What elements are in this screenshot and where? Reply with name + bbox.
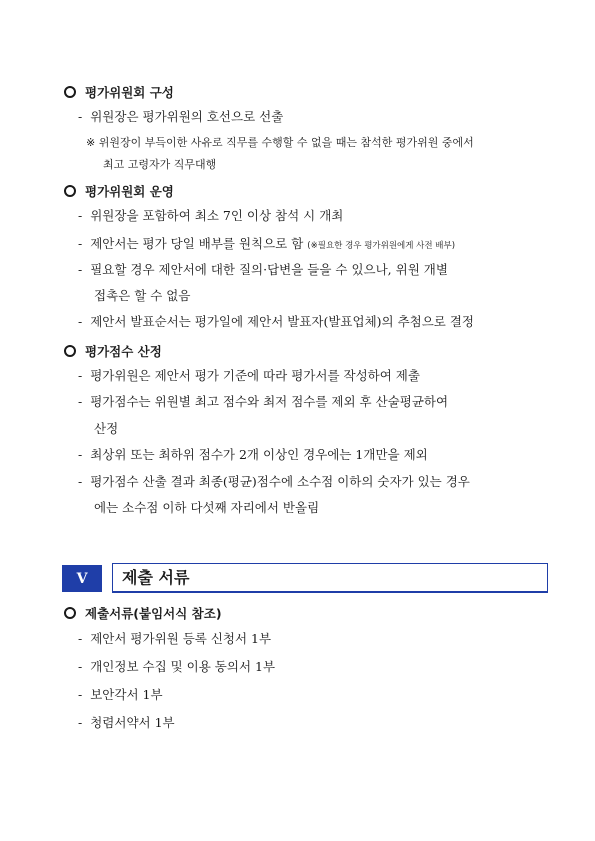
- section-border-right: [547, 563, 548, 593]
- list-item-text: 개인정보 수집 및 이용 동의서 1부: [90, 659, 276, 674]
- heading-submission-documents: [64, 604, 222, 622]
- list-item: [78, 447, 428, 463]
- heading-committee-operation: [64, 182, 174, 200]
- section-number-box: V: [62, 565, 102, 592]
- list-item: [78, 715, 175, 731]
- heading-text: 평가점수 산정: [85, 344, 162, 359]
- dash-bullet: -: [78, 474, 83, 489]
- list-item-text: 위원장은 평가위원의 호선으로 선출: [90, 109, 284, 124]
- list-item: [78, 314, 474, 330]
- list-item: [78, 659, 275, 675]
- list-item-text: 보안각서 1부: [90, 687, 163, 702]
- note-mark: ※: [86, 136, 96, 149]
- dash-bullet: -: [78, 314, 83, 329]
- circle-bullet-icon: [64, 185, 76, 197]
- list-item: [78, 109, 283, 125]
- note-item: [86, 136, 474, 150]
- dash-bullet: -: [78, 715, 83, 730]
- list-item-text: 제안서 발표순서는 평가일에 제안서 발표자(발표업체)의 추첨으로 결정: [90, 314, 475, 329]
- dash-bullet: -: [78, 262, 83, 277]
- dash-bullet: -: [78, 631, 83, 646]
- heading-text: 제출서류(붙임서식 참조): [85, 606, 222, 621]
- small-note-text: (※필요한 경우 평가위원에게 사전 배부): [307, 241, 456, 251]
- section-title: 제출 서류: [122, 568, 190, 587]
- list-item: [78, 474, 470, 490]
- section-border-top: [112, 563, 548, 564]
- heading-text: 평가위원회 구성: [85, 85, 174, 100]
- heading-score-calculation: [64, 342, 162, 360]
- list-item: [78, 236, 455, 254]
- list-item-text: 제안서는 평가 당일 배부를 원칙으로 함: [90, 236, 304, 251]
- note-continuation: 최고 고령자가 직무대행: [103, 158, 217, 171]
- list-item: [78, 262, 448, 278]
- list-item-text: 제안서 평가위원 등록 신청서 1부: [90, 631, 272, 646]
- circle-bullet-icon: [64, 607, 76, 619]
- list-item-text: 필요할 경우 제안서에 대한 질의·답변을 들을 수 있으나, 위원 개별: [90, 262, 448, 277]
- list-item-text: 평가위원은 제안서 평가 기준에 따라 평가서를 작성하여 제출: [90, 368, 420, 383]
- heading-committee-composition: [64, 83, 174, 101]
- list-item-text: 최상위 또는 최하위 점수가 2개 이상인 경우에는 1개만을 제외: [90, 447, 428, 462]
- dash-bullet: -: [78, 109, 83, 124]
- list-item-continuation: 산정: [94, 421, 119, 436]
- list-item-text: 청렴서약서 1부: [90, 715, 175, 730]
- list-item: [78, 208, 343, 224]
- heading-text: 평가위원회 운영: [85, 184, 174, 199]
- list-item-text: 평가점수 산출 결과 최종(평균)점수에 소수점 이하의 숫자가 있는 경우: [90, 474, 470, 489]
- list-item-continuation: 접촉은 할 수 없음: [94, 288, 191, 303]
- dash-bullet: -: [78, 236, 83, 251]
- list-item: [78, 368, 420, 384]
- section-border-bottom: [112, 591, 548, 593]
- list-item-text: 위원장을 포함하여 최소 7인 이상 참석 시 개최: [90, 208, 344, 223]
- circle-bullet-icon: [64, 86, 76, 98]
- dash-bullet: -: [78, 687, 83, 702]
- section-border-left: [112, 563, 113, 593]
- list-item: [78, 394, 448, 410]
- circle-bullet-icon: [64, 345, 76, 357]
- dash-bullet: -: [78, 659, 83, 674]
- list-item-text: 평가점수는 위원별 최고 점수와 최저 점수를 제외 후 산술평균하여: [90, 394, 449, 409]
- list-item: [78, 631, 271, 647]
- note-text: 위원장이 부득이한 사유로 직무를 수행할 수 없을 때는 참석한 평가위원 중에서: [98, 136, 474, 149]
- dash-bullet: -: [78, 368, 83, 383]
- dash-bullet: -: [78, 394, 83, 409]
- list-item: [78, 687, 163, 703]
- dash-bullet: -: [78, 208, 83, 223]
- dash-bullet: -: [78, 447, 83, 462]
- list-item-continuation: 에는 소수점 이하 다섯째 자리에서 반올림: [94, 500, 320, 515]
